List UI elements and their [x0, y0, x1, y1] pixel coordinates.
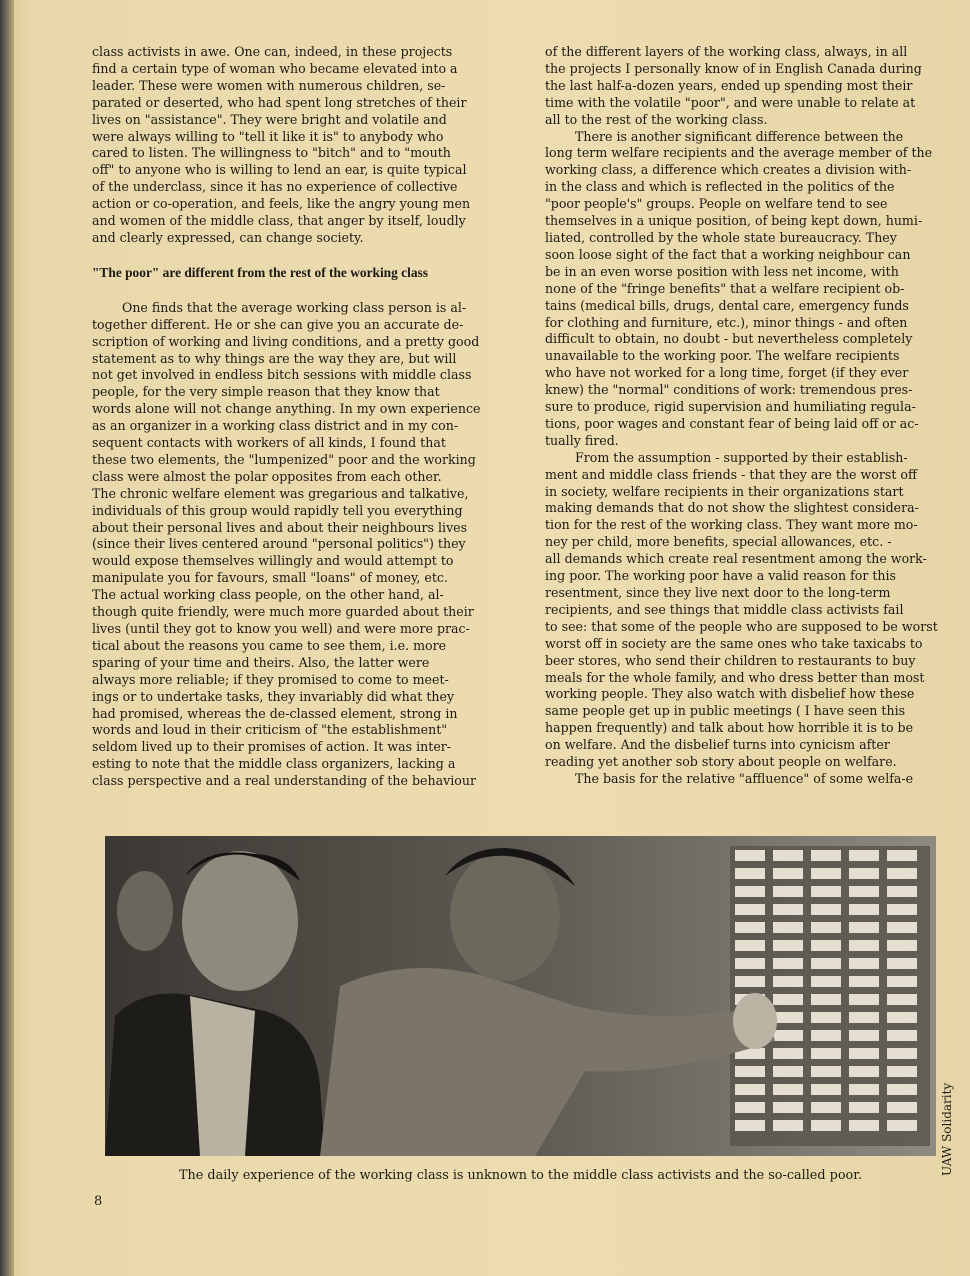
- time-card-slot: [887, 922, 917, 933]
- time-card-slot: [887, 1120, 917, 1131]
- time-card-slot: [811, 1012, 841, 1023]
- time-card-slot: [773, 1030, 803, 1041]
- time-card-slot: [887, 1066, 917, 1077]
- time-card-slot: [773, 850, 803, 861]
- time-card-slot: [887, 886, 917, 897]
- time-card-slot: [811, 850, 841, 861]
- time-card-slot: [849, 1120, 879, 1131]
- time-card-slot: [773, 1048, 803, 1059]
- time-card-slot: [849, 958, 879, 969]
- time-card-slot: [735, 886, 765, 897]
- time-card-slot: [849, 940, 879, 951]
- time-card-slot: [849, 976, 879, 987]
- right-paragraph-4: The basis for the relative "affluence" of some welfa-e: [575, 770, 914, 786]
- time-card-slot: [849, 850, 879, 861]
- time-card-slot: [735, 940, 765, 951]
- time-card-slot: [735, 1066, 765, 1077]
- time-card-slot: [773, 958, 803, 969]
- left-paragraph-1: class activists in awe. One can, indeed, in these projects find a certain type of woman who became elevated into a leader. These were women with numerous children, se- parated or deserted, who had spent long stretches of their lives on "assistance". They were bright and volatile and were always willing to "tell it like it is" to anybody who cared to listen. The willingness to "bitch" and to "mouth off" to anyone who is willing to lend an ear, is quite typical of the underclass, since it has no experience of collective action or co-operation, and feels, like the angry young men and women of the middle class, that anger by itself, loudly and clearly expressed, can change society.: [92, 44, 471, 245]
- time-card-slot: [887, 868, 917, 879]
- time-card-slot: [773, 904, 803, 915]
- time-card-slot: [811, 1066, 841, 1077]
- time-card-slot: [849, 886, 879, 897]
- right-paragraph-1: of the different layers of the working class, always, in all the projects I personally know of in English Canada during the last half-a-dozen years, ended up spending most their time with the volatile "poor", and were unable to relate at all to the rest of the working class.: [545, 44, 922, 127]
- time-card-slot: [887, 1084, 917, 1095]
- time-card-slot: [811, 868, 841, 879]
- time-card-slot: [887, 976, 917, 987]
- photo-caption: The daily experience of the working class is unknown to the middle class activists and the so-called poor.: [178, 1168, 863, 1183]
- left-column: [92, 44, 506, 790]
- time-card-slot: [773, 886, 803, 897]
- time-card-slot: [773, 922, 803, 933]
- time-card-slot: [849, 1030, 879, 1041]
- time-card-slot: [773, 940, 803, 951]
- photo-illustration: [105, 836, 936, 1156]
- time-card-slot: [849, 1102, 879, 1113]
- time-card-slot: [849, 1084, 879, 1095]
- right-column: [545, 44, 960, 788]
- time-card-slot: [773, 1012, 803, 1023]
- photo-credit: UAW Solidarity: [940, 1082, 954, 1176]
- right-paragraph-2: There is another significant difference between the long term welfare recipients and the average member of the working class, a difference which creates a division with- in the class and which is reflected in the politics of the "poor people's" groups. People on welfare tend to see themselves in a unique position, of being kept down, humi- liated, controlled by the whole state bureaucracy. They soon loose sight of the fact that a working neighbour can be in an even worse position with less net income, with none of the "fringe benefits" that a welfare recipient ob- tains (medical bills, drugs, dental care, emergency funds for clothing and furniture, etc.), minor things - and often difficult to obtain, no doubt - but nevertheless completely unavailable to the working poor. The welfare recipients who have not worked for a long time, forget (if they ever knew) the "normal" conditions of work: tremendous pres- sure to produce, rigid supervision and humiliating regula- tions, poor wages and constant fear of being laid off or ac- tually fired.: [545, 128, 933, 448]
- time-card-slot: [811, 940, 841, 951]
- time-card-slot: [773, 976, 803, 987]
- time-card-slot: [811, 922, 841, 933]
- time-card-slot: [811, 1102, 841, 1113]
- workers-punch-clock-photo: [105, 836, 936, 1156]
- time-card-slot: [811, 904, 841, 915]
- time-card-slot: [735, 976, 765, 987]
- time-card-slot: [773, 1102, 803, 1113]
- time-card-slot: [811, 1048, 841, 1059]
- time-card-slot: [773, 1120, 803, 1131]
- time-card-slot: [735, 958, 765, 969]
- page-binding-edge: [0, 0, 14, 1276]
- time-card-slot: [849, 868, 879, 879]
- time-card-slot: [735, 922, 765, 933]
- time-card-slot: [735, 850, 765, 861]
- time-card-slot: [849, 922, 879, 933]
- time-card-slot: [811, 886, 841, 897]
- time-card-slot: [811, 1120, 841, 1131]
- time-card-slot: [773, 868, 803, 879]
- right-paragraph-3: From the assumption - supported by their establish- ment and middle class friends - that they are the worst off in society, welfare recipients in their organizations start making demands that do not show the slightest considera- tion for the rest of the working class. They want more mo- ney per child, more benefits, special allowances, etc. - all demands which create real resentment among the work- ing poor. The working poor have a valid reason for this resentment, since they live next door to the long-term recipients, and see things that middle class activists fail to see: that some of the people who are supposed to be worst worst off in society are the same ones who take taxicabs to beer stores, who send their children to restaurants to buy meals for the whole family, and who dress better than most working people. They also watch with disbelief how these same people get up in public meetings ( I have seen this happen frequently) and talk about how horrible it is to be on welfare. And the disbelief turns into cynicism after reading yet another sob story about people on welfare.: [545, 449, 938, 770]
- time-card-slot: [887, 1012, 917, 1023]
- section-subheading: "The poor" are different from the rest of the working class: [92, 264, 428, 280]
- time-card-slot: [811, 958, 841, 969]
- time-card-slot: [849, 1048, 879, 1059]
- time-card-slot: [735, 1084, 765, 1095]
- time-card-slot: [887, 1048, 917, 1059]
- time-card-slot: [773, 1066, 803, 1077]
- time-card-slot: [887, 904, 917, 915]
- time-card-slot: [849, 1066, 879, 1077]
- time-card-slot: [735, 1102, 765, 1113]
- time-card-slot: [735, 904, 765, 915]
- time-card-slot: [887, 958, 917, 969]
- time-card-slot: [887, 850, 917, 861]
- time-card-slot: [849, 904, 879, 915]
- time-card-slot: [849, 1012, 879, 1023]
- time-card-slot: [811, 976, 841, 987]
- time-card-slot: [887, 1030, 917, 1041]
- time-card-slot: [811, 1084, 841, 1095]
- left-paragraph-2: One finds that the average working class person is al- together different. He or she can give you an accurate de- scription of working and living conditions, and a pretty good statement as to why things are the way they are, but will not get involved in endless bitch sessions with middle class people, for the very simple reason that they know that words alone will not change anything. In my own experience as an organizer in a working class district and in my con- sequent contacts with workers of all kinds, I found that these two elements, the "lumpenized" poor and the working class were almost the polar opposites from each other. The chronic welfare element was gregarious and talkative, individuals of this group would rapidly tell you everything about their personal lives and about their neighbours lives (since their lives centered around "personal politics") they would expose themselves willingly and would attempt to manipulate you for favours, small "loans" of money, etc. The actual working class people, on the other hand, al- though quite friendly, were much more guarded about their lives (until they got to know you well) and were more prac- tical about the reasons you came to see them, i.e. more sparing of your time and theirs. Also, the latter were always more reliable; if they promised to come to meet- ings or to undertake tasks, they invariably did what they had promised, whereas the de-classed element, strong in words and loud in their criticism of "the establishment" seldom lived up to their promises of action. It was inter- esting to note that the middle class organizers, lacking a class perspective and a real understanding of the behaviour: [92, 299, 481, 789]
- time-card-slot: [887, 940, 917, 951]
- time-card-slot: [811, 994, 841, 1005]
- time-card-slot: [849, 994, 879, 1005]
- time-card-slot: [887, 994, 917, 1005]
- time-card-slot: [735, 1120, 765, 1131]
- time-card-slot: [773, 994, 803, 1005]
- page-number: 8: [94, 1194, 103, 1209]
- time-card-slot: [735, 868, 765, 879]
- time-card-slot: [887, 1102, 917, 1113]
- time-card-slot: [773, 1084, 803, 1095]
- time-card-slot: [811, 1030, 841, 1041]
